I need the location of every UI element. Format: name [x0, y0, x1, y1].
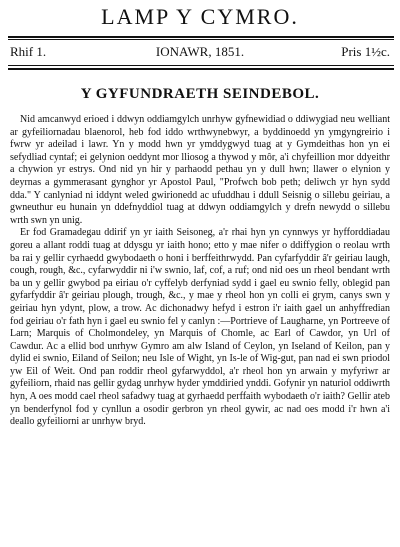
- issue-date: IONAWR, 1851.: [155, 44, 245, 59]
- masthead-rule-bottom: [8, 68, 394, 70]
- issue-info-row: [10, 44, 390, 62]
- article-paragraph-2: Er fod Gramadegau ddirif yn yr iaith Seisoneg, a'r rhai hyn yn cynnwys yr hyfforddiadau goreu a allant roddi tuag at ddysgu yr iaith hono; etto y mae nifer o ddiffygion o reolau wrth ba rai y gellir cyrhaedd gwybodaeth o honi i berffeithrwydd. Pan cyfarfyddir â'r geiriau laugh, cough, rough, &c., cyfarwyddir ni i'w swnio, laf, cof, a ruf; ond nid oes un rheol bendant wrth ba un y gellir gwybod pa eiriau o'r cyffelyb derfyniad sydd i gael eu swnio felly, oblegid pan gyfarfyddir â'r geiriau plough, trough, &c., y mae y rheol hon yn colli ei grym, canys swn y geiriau hyn ydynt, plow, a trow. Ac dichonadwy hefyd i estron i'r iaith gael un anhyffredian fod geiriau o'r fath hyn i gael eu swnio fel y canlyn :—Portrieve of Laugharne, yn Portreeve of Larn; Marquis of Cholmondeley, yn Marquis of Chomle, ac Earl of Cawdor, yn Url of Cawdur. Ac a ellid bod unrhyw Gymro am alw Island of Ceylon, yn Iseland of Keilon, pan y dylid ei swnio, Eiland of Seilon; neu Isle of Wight, yn Is-le of Wig-gut, pan nad ei swn priodol yw Eil of Weit. Ond pan roddir rheol gyfarwyddol, a'r rheol hon yn arwain y myfyriwr ar gyfeiliorn, rhaid nas gellir gydag unrhyw hyder ymddiried ynddi. Gofynir yn naturiol oddiwrth hyn, A oes modd cael rheol safadwy tuag at gyrhaedd perffaith wybodaeth o'r iaith? Gellir ateb yn benderfynol fod y cynllun a osodir gerbron yn rheol gywir, ac nad oes modd i'r hwn a'i deallo gyfeiliorni ar unrhyw bryd.: [10, 227, 390, 428]
- article-title: Y GYFUNDRAETH SEINDEBOL.: [80, 86, 320, 102]
- issue-number: Rhif 1.: [10, 44, 47, 59]
- masthead-rule-top-thin: [8, 39, 394, 40]
- article-body: [10, 114, 390, 429]
- article-paragraph-1: Nid amcanwyd erioed i ddwyn oddiamgylch unrhyw gyfnewidiad o ddiwygiad neu welliant ar gyfeiliornadau blaenorol, heb fod iddo wrthwynebwyr, a byddinoedd yn ymgyngreirio i fwrw yr adeilad i lawr. Yn y modd hwn yr ymddygwyd tuag at y Gymdeithas hon yn ei sefydliad cyntaf; ei gelynion oeddynt mor lliosog a thywod y môr, a'i chyfeillion mor ddyeithr a chywion yr estrys. Ond nid yn hir y parhaodd pethau yn y dull hwn; llawer o elynion y deyrnas a gymmerasant gynghor yr Apostol Paul, "Profwch bob peth; deliwch yr hyn sydd dda." Y canlyniad ni iddynt weled gwirionedd ac ufuddhau i ddull Seisnig o sillebu geiriau, a gwneuthur eu hunain yn ddefnyddiol tuag at ddwyn oddiamgylch y drefn newydd o sillebu wrth swn yn unig.: [10, 114, 390, 226]
- masthead-title: LAMP Y CYMRO.: [101, 4, 299, 29]
- masthead-rule-top: [8, 36, 394, 38]
- issue-price: Pris 1½c.: [341, 44, 390, 59]
- masthead-rule-bottom-thin: [8, 65, 394, 66]
